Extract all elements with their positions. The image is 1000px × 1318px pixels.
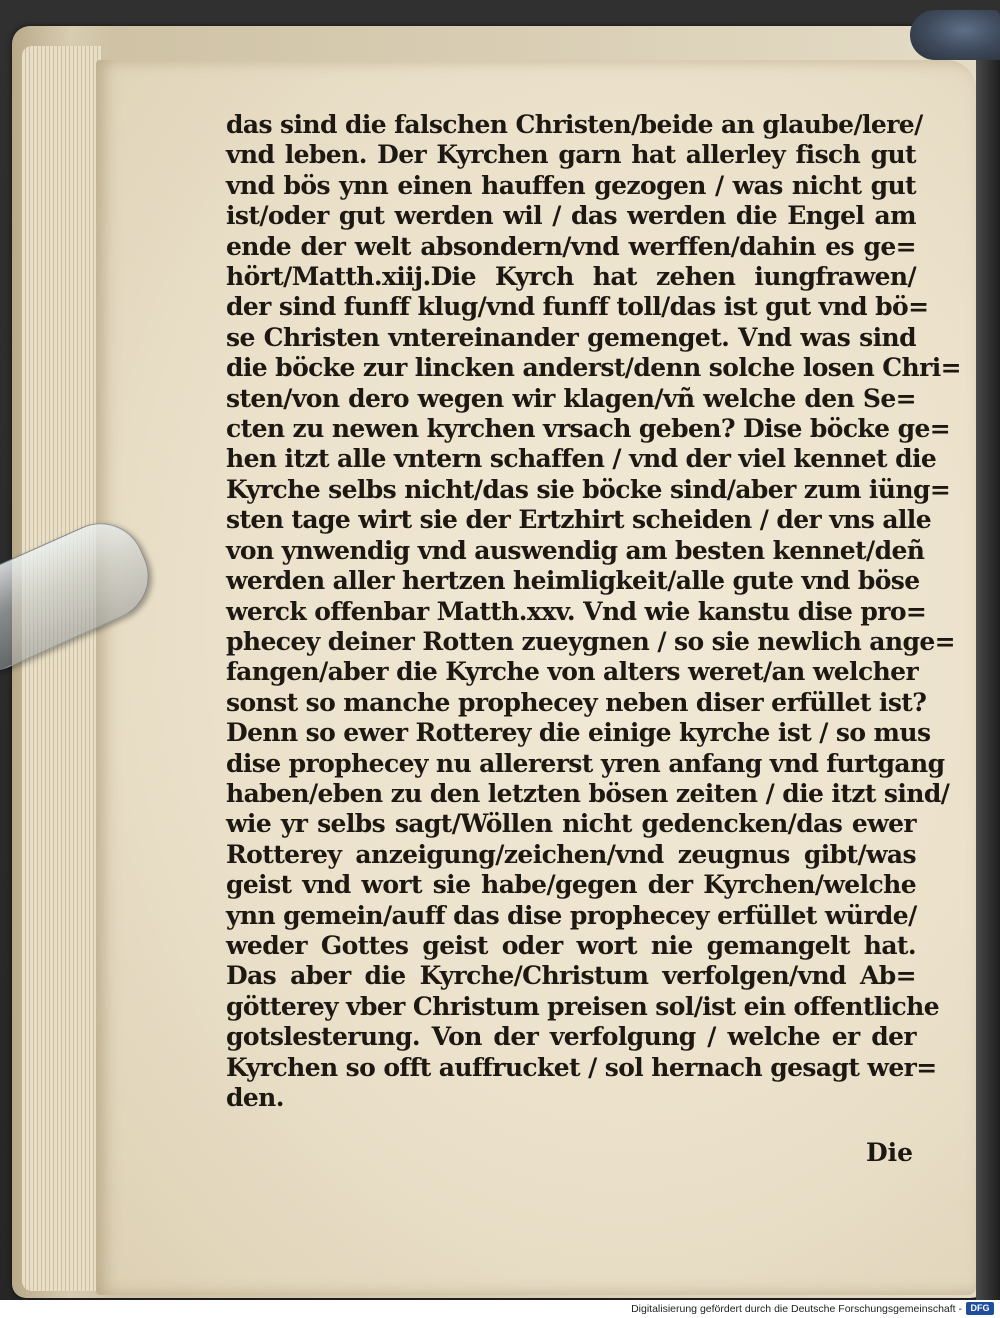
text-line-27: ynn gemein/auff das dise prophecey erfüllet würde/: [226, 900, 917, 930]
text-line-20: sonst so manche prophecey neben diser erfüllet ist?: [226, 687, 927, 717]
text-line-26: geist vnd wort sie habe/gegen der Kyrchen/welche: [226, 870, 916, 900]
page-text: [226, 110, 961, 1113]
text-line-19: fangen/aber die Kyrche von alters weret/an welcher: [226, 657, 919, 687]
text-line-30: götterey vber Christum preisen sol/ist ein offentliche: [226, 991, 940, 1021]
text-line-33: den.: [226, 1083, 284, 1112]
text-line-25: Rotterey anzeigung/zeichen/vnd zeugnus gibt/was: [226, 839, 916, 869]
text-line-16: werden aller hertzen heimligkeit/alle gute vnd böse: [226, 566, 920, 596]
text-line-21: Denn so ewer Rotterey die einige kyrche ist / so mus: [226, 718, 931, 748]
dfg-logo: DFG: [966, 1302, 994, 1315]
text-line-22: dise prophecey nu allererst yren anfang vnd furtgang: [226, 748, 945, 778]
text-line-23: haben/eben zu den letzten bösen zeiten / die itzt sind/: [226, 778, 950, 808]
text-line-31: gotslesterung. Von der verfolgung / welche er der: [226, 1022, 916, 1052]
text-line-3: vnd bös ynn einen hauffen gezogen / was nicht gut: [226, 170, 916, 200]
text-line-1: das sind die falschen Christen/beide an glaube/lere/: [226, 110, 923, 139]
text-line-11: cten zu newen kyrchen vrsach geben? Dise böcke ge=: [226, 414, 951, 444]
text-line-10: sten/von dero wegen wir klagen/vñ welche den Se=: [226, 383, 916, 413]
text-line-15: von ynwendig vnd auswendig am besten kennet/deñ: [226, 535, 925, 565]
page-stack-edge: [22, 46, 102, 1291]
text-line-9: die böcke zur lincken anderst/denn solche losen Chri=: [226, 353, 961, 383]
text-line-4: ist/oder gut werden wil / das werden die Engel am: [226, 201, 916, 231]
text-line-24: wie yr selbs sagt/Wöllen nicht gedencken/das ewer: [226, 809, 916, 839]
text-line-8: se Christen vntereinander gemenget. Vnd was sind: [226, 322, 916, 352]
text-line-13: Kyrche selbs nicht/das sie böcke sind/aber zum iüng=: [226, 474, 951, 504]
catchword: Die: [866, 1138, 914, 1167]
binding-spine: [976, 40, 1000, 1300]
text-line-17: werck offenbar Matth.xxv. Vnd wie kanstu dise pro=: [226, 596, 927, 626]
text-line-14: sten tage wirt sie der Ertzhirt scheiden / der vns alle: [226, 505, 932, 535]
text-line-28: weder Gottes geist oder wort nie gemangelt hat.: [226, 930, 916, 960]
text-line-18: phecey deiner Rotten zueygnen / so sie newlich ange=: [226, 626, 956, 656]
text-line-5: ende der welt absondern/vnd werffen/dahin es ge=: [226, 231, 916, 261]
text-line-7: der sind funff klug/vnd funff toll/das ist gut vnd bö=: [226, 292, 929, 322]
text-line-2: vnd leben. Der Kyrchen garn hat allerley fisch gut: [226, 140, 916, 170]
funding-notice: Digitalisierung gefördert durch die Deutsche Forschungsgemeinschaft -: [631, 1303, 962, 1315]
text-line-6: hört/Matth.xiij.Die Kyrch hat zehen iungfrawen/: [226, 262, 916, 292]
text-line-12: hen itzt alle vntern schaffen / vnd der viel kennet die: [226, 444, 937, 474]
text-line-32: Kyrchen so offt auffrucket / sol hernach gesagt wer=: [226, 1052, 937, 1082]
binding-ribbon: [910, 10, 1000, 60]
text-line-29: Das aber die Kyrche/Christum verfolgen/vnd Ab=: [226, 961, 916, 991]
